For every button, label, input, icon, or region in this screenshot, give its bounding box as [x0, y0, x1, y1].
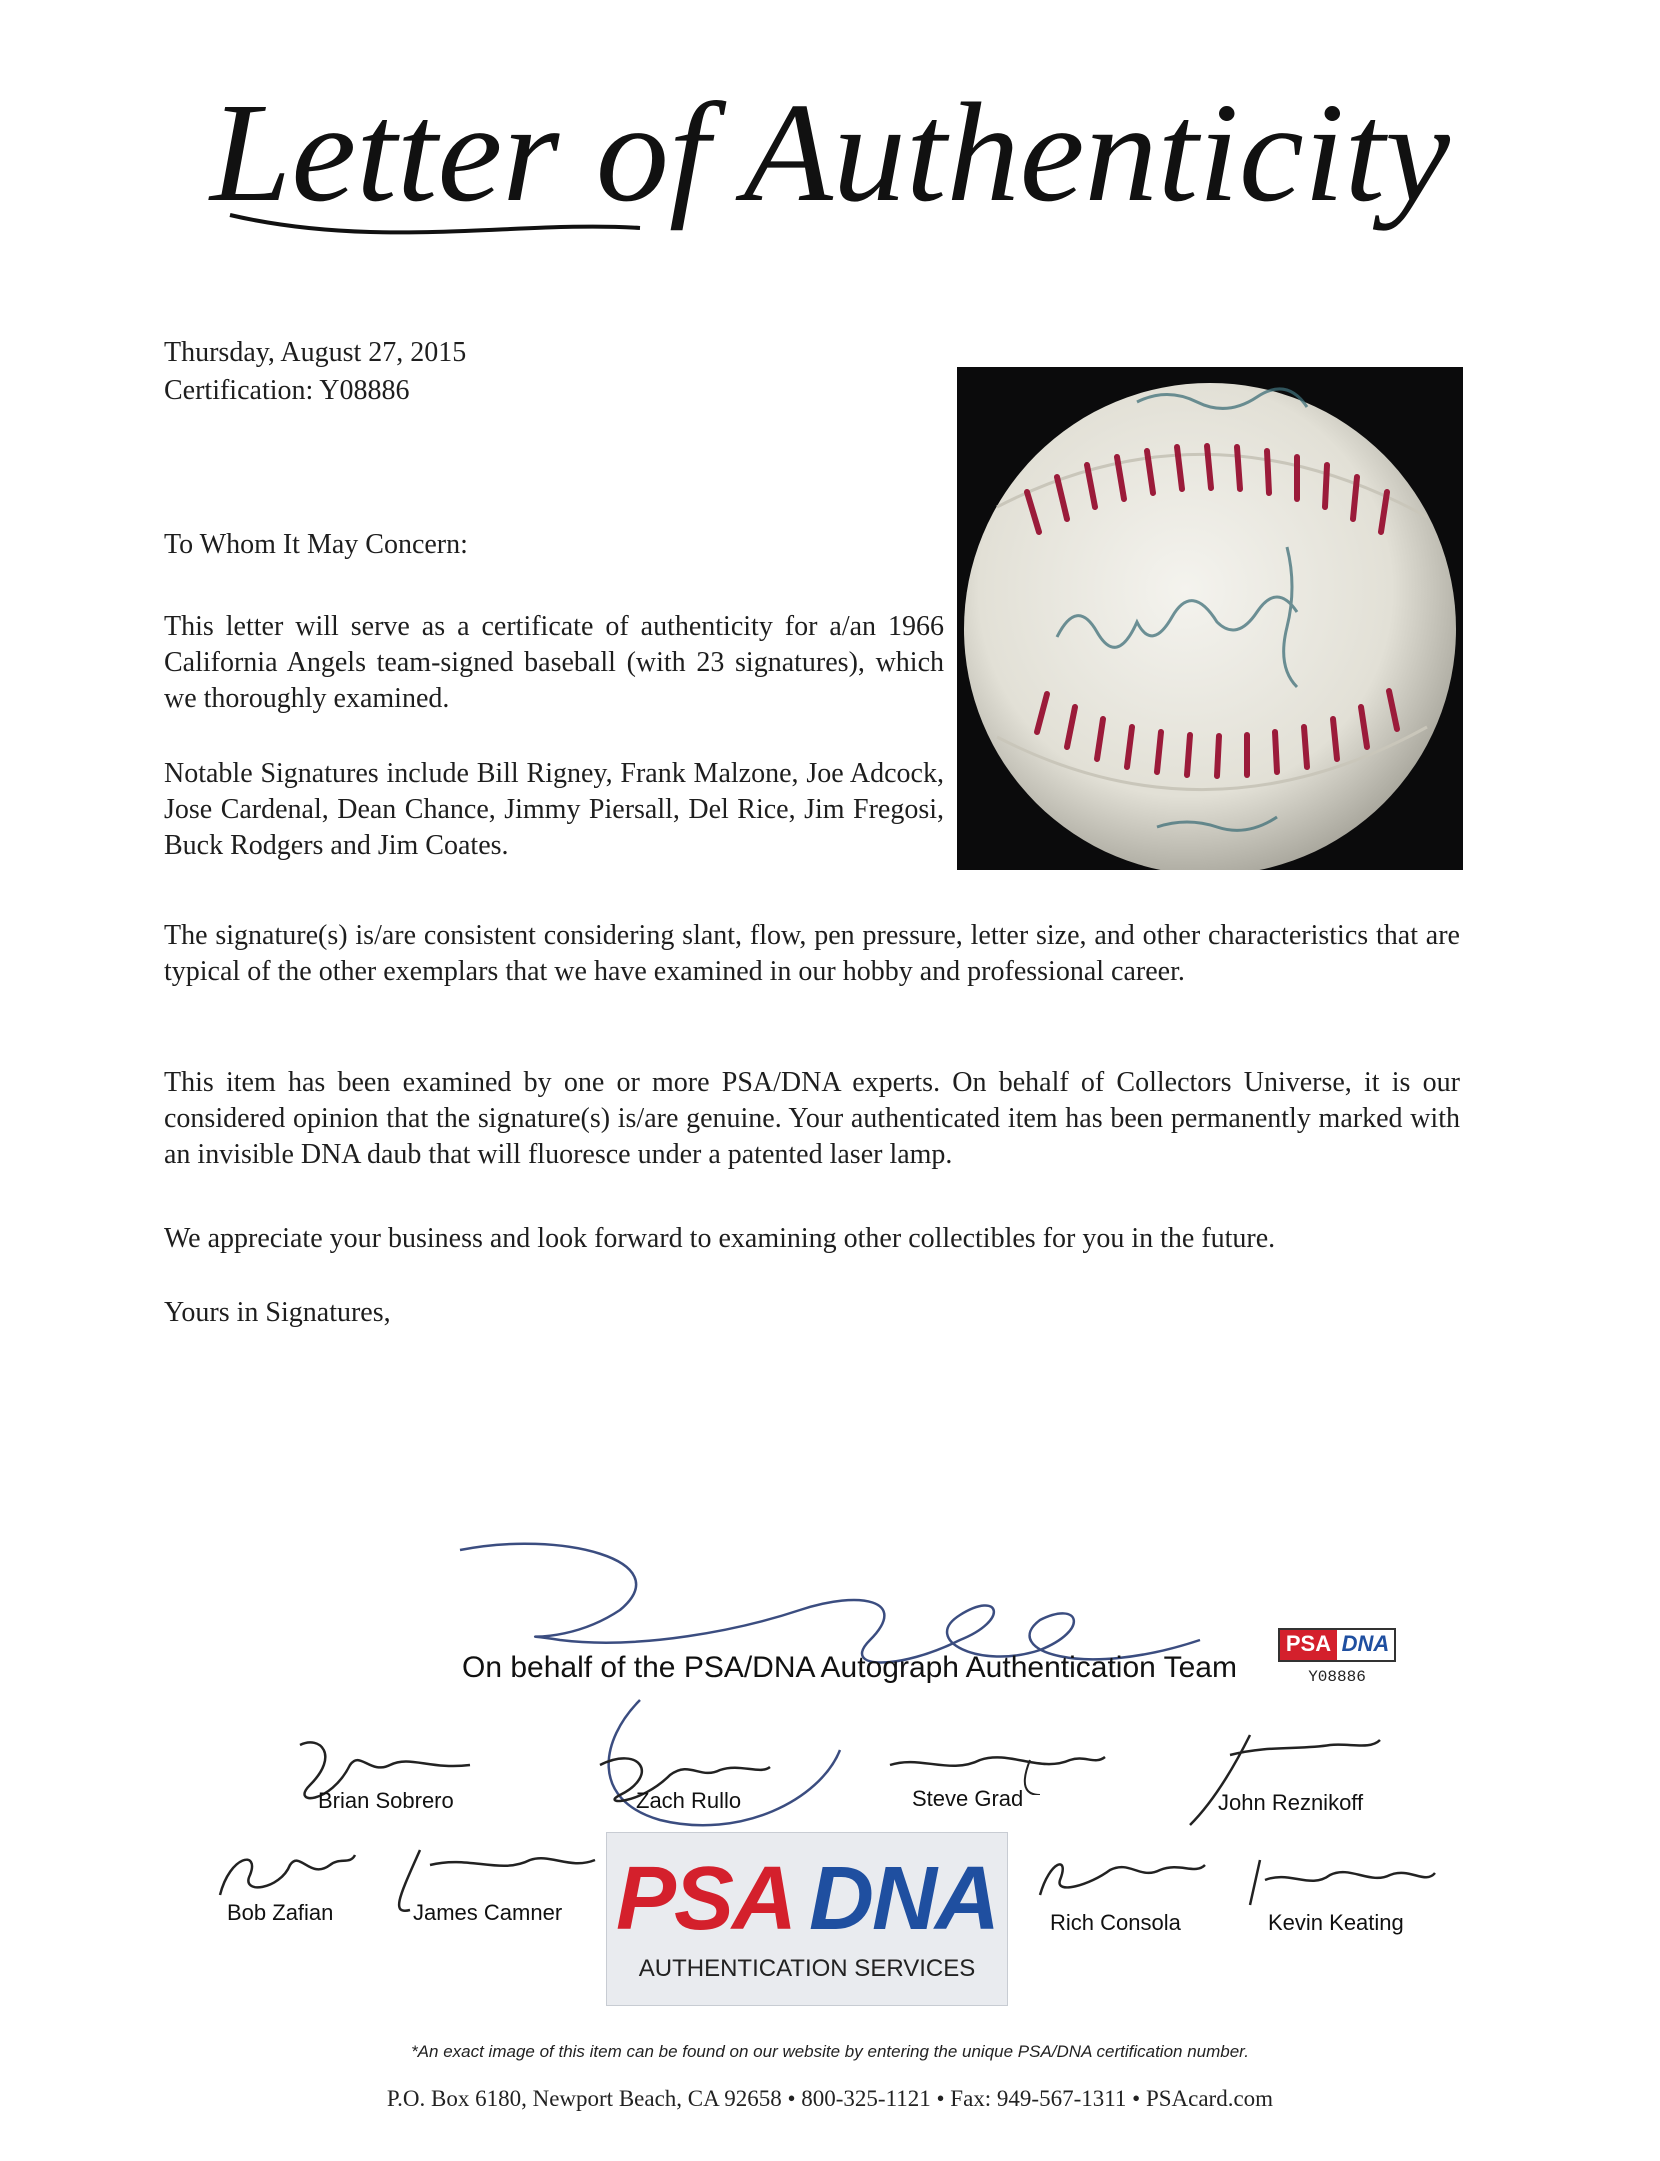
- paragraph-appreciation: We appreciate your business and look forward to examining other collectibles for you in the future.: [164, 1223, 1276, 1254]
- signature-rich-consola: [1020, 1840, 1210, 1910]
- signature-john-reznikoff: [1170, 1725, 1390, 1835]
- address-line: P.O. Box 6180, Newport Beach, CA 92658 • 800-325-1121 • Fax: 949-567-1311 • PSAcard.com: [386, 2086, 1274, 2111]
- psa-dna-logo: [606, 1832, 1008, 2006]
- paragraph-certificate: This letter will serve as a certificate of authenticity for a/an 1966 California Angels team-signed baseball (with 23 signatures), which we thoroughly examined.: [164, 611, 944, 714]
- behalf-line: On behalf of the PSA/DNA Autograph Authentication Team: [462, 1651, 1237, 1684]
- team-name-zach-rullo: Zach Rullo: [636, 1788, 742, 1813]
- paragraph-notable-signatures: Notable Signatures include Bill Rigney, Frank Malzone, Joe Adcock, Jose Cardenal, Dean Chance, Jimmy Piersall, Del Rice, Jim Fregosi, Buck Rodgers and Jim Coates.: [164, 758, 944, 861]
- hologram-cert-number: Y08886: [1308, 1668, 1366, 1686]
- team-name-steve-grad: Steve Grad: [912, 1786, 1024, 1811]
- logo-tagline: AUTHENTICATION SERVICES: [638, 1955, 976, 1982]
- paragraph-examination: This item has been examined by one or more PSA/DNA experts. On behalf of Collectors Universe, it is our considered opinion that the signature(s) is/are genuine. Your authenticated item has been permanently marked with an invisible DNA daub that will fluoresce under a patented laser lamp.: [164, 1067, 1460, 1170]
- team-name-james-camner: James Camner: [413, 1900, 563, 1925]
- footnote: *An exact image of this item can be found on our website by entering the unique PSA/DNA certification number.: [411, 2042, 1249, 2061]
- hologram-psa: PSA: [1280, 1630, 1337, 1660]
- team-name-kevin-keating: Kevin Keating: [1268, 1910, 1404, 1935]
- baseball-photo: [957, 367, 1463, 870]
- certification-number: Certification: Y08886: [164, 375, 410, 406]
- letter-date: Thursday, August 27, 2015: [164, 337, 467, 368]
- team-name-brian-sobrero: Brian Sobrero: [318, 1788, 454, 1813]
- paragraph-consistency: The signature(s) is/are consistent considering slant, flow, pen pressure, letter size, and other characteristics that are typical of the other exemplars that we have examined in our hobby and professional career.: [164, 920, 1460, 987]
- closing: Yours in Signatures,: [164, 1297, 391, 1328]
- hologram-dna: DNA: [1341, 1631, 1390, 1656]
- team-name-rich-consola: Rich Consola: [1050, 1910, 1181, 1935]
- team-name-bob-zafian: Bob Zafian: [227, 1900, 334, 1925]
- logo-dna: DNA: [809, 1849, 999, 1949]
- letter-title-text: Letter of Authenticity: [207, 73, 1451, 231]
- logo-psa: PSA: [615, 1849, 796, 1949]
- salutation: To Whom It May Concern:: [164, 529, 468, 560]
- team-name-john-reznikoff: John Reznikoff: [1218, 1790, 1364, 1815]
- signature-kevin-keating: [1240, 1845, 1440, 1915]
- hologram-sticker: [1278, 1628, 1396, 1698]
- letter-title: [0, 0, 1660, 260]
